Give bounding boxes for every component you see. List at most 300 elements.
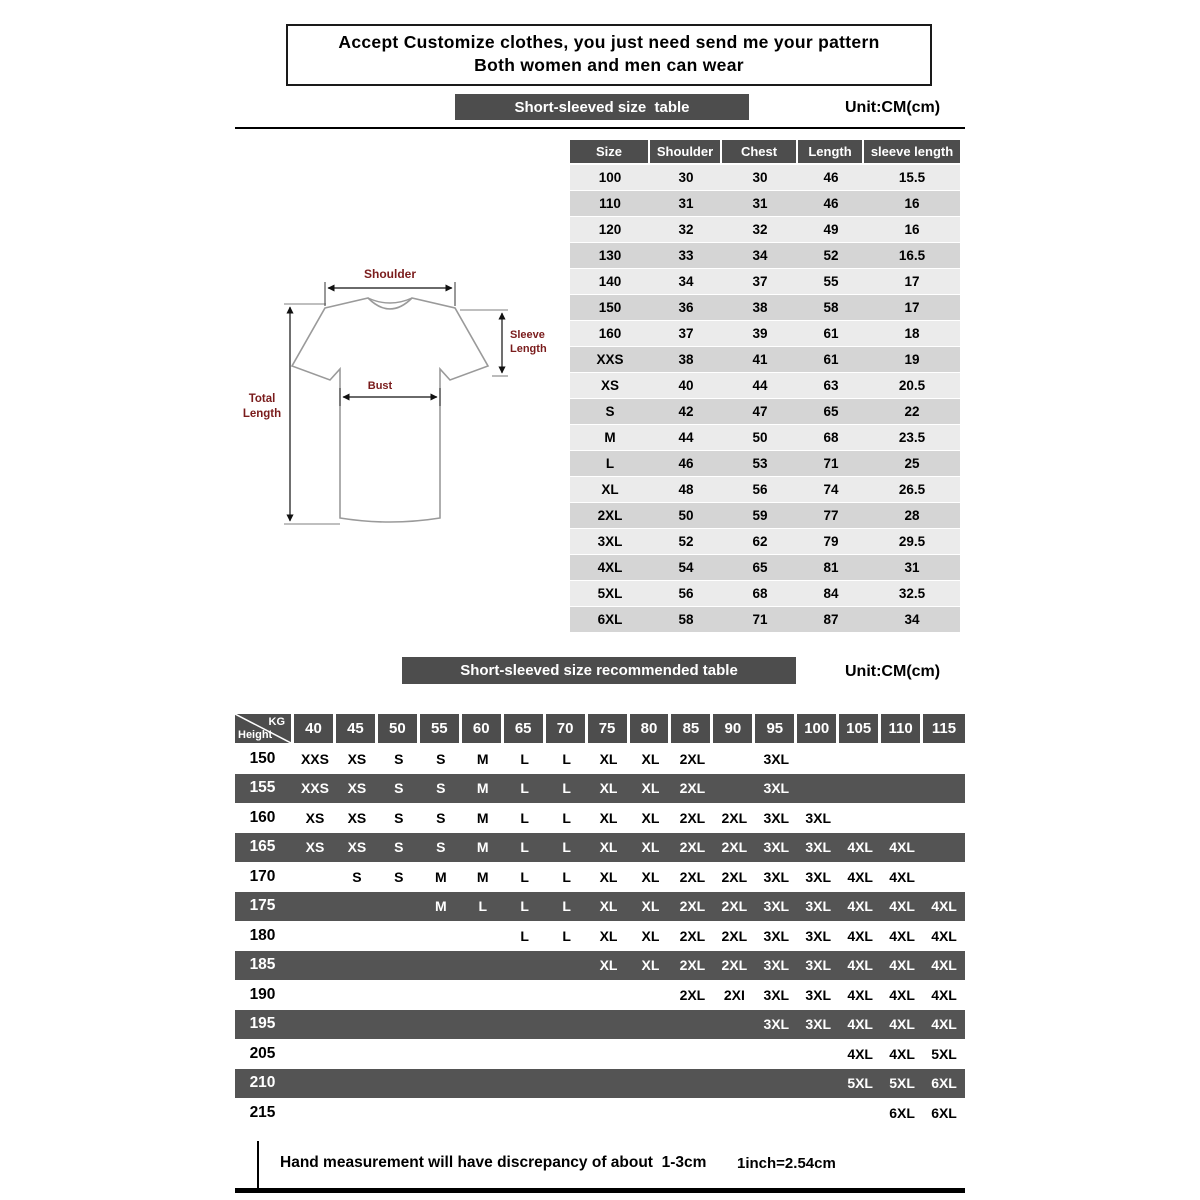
size-cell: S — [394, 809, 404, 826]
size-table-cell: 30 — [678, 170, 694, 185]
size-table-cell: 22 — [904, 404, 920, 419]
size-table-cell: 58 — [823, 300, 839, 315]
size-table-row — [570, 399, 960, 424]
size-table-cell: 32 — [678, 222, 694, 237]
size-cell: L — [520, 750, 529, 767]
size-cell: XS — [347, 750, 367, 767]
size-table-cell: 34 — [752, 248, 768, 263]
size-table-cell: 46 — [678, 456, 694, 471]
divider-line — [235, 127, 965, 129]
weight-header-cell: 95 — [755, 714, 794, 743]
size-cell: M — [434, 898, 447, 915]
size-table-cell: 50 — [678, 508, 694, 523]
size-table-cell: 84 — [823, 586, 839, 601]
weight-header-cell: 60 — [462, 714, 501, 743]
collar-line — [368, 298, 412, 303]
size-cell: XL — [599, 750, 618, 767]
size-table-cell: 17 — [904, 300, 920, 315]
size-cell: 4XL — [847, 927, 873, 944]
size-cell: L — [562, 868, 571, 885]
size-table-body — [570, 165, 960, 632]
size-table-header-cell: Size — [570, 140, 650, 163]
size-table-cell: 54 — [678, 560, 694, 575]
size-table — [570, 140, 960, 633]
size-table-row — [570, 321, 960, 346]
size-table-cell: 44 — [752, 378, 768, 393]
recommended-table-row — [235, 1039, 965, 1069]
size-cell: S — [436, 750, 446, 767]
size-table-cell: 46 — [823, 196, 839, 211]
banner — [286, 24, 932, 86]
size-cell: XS — [347, 839, 367, 856]
size-cell: L — [520, 898, 529, 915]
size-cell: 2XL — [679, 750, 706, 767]
size-cell: 2XI — [723, 986, 745, 1003]
size-cell: 5XL — [889, 1075, 915, 1092]
size-cell: 2XL — [679, 898, 706, 915]
size-cell: 2XL — [721, 957, 748, 974]
height-cell: 155 — [249, 779, 276, 797]
size-cell: 4XL — [889, 1045, 915, 1062]
size-cell: 4XL — [889, 1016, 915, 1033]
tshirt-measurement-diagram — [240, 266, 600, 566]
recommended-table-row — [235, 1010, 965, 1040]
height-cell: 185 — [249, 956, 276, 974]
size-cell: L — [520, 780, 529, 797]
size-cell: L — [562, 780, 571, 797]
size-cell: XL — [599, 927, 618, 944]
size-cell: 2XL — [679, 780, 706, 797]
size-cell: 2XL — [679, 986, 706, 1003]
size-cell: XS — [305, 839, 325, 856]
size-cell: L — [478, 898, 487, 915]
size-table-cell: 6XL — [597, 612, 623, 627]
size-cell: 2XL — [721, 898, 748, 915]
size-cell: XL — [641, 809, 660, 826]
size-table-cell: 47 — [752, 404, 768, 419]
weight-header-cell: 110 — [881, 714, 920, 743]
size-cell: 2XL — [721, 839, 748, 856]
size-cell: 4XL — [847, 1016, 873, 1033]
size-table-cell: 29.5 — [898, 534, 926, 549]
size-table-cell: 77 — [823, 508, 839, 523]
size-table-cell: 38 — [678, 352, 694, 367]
size-table-cell: 110 — [599, 196, 621, 211]
size-table-cell: 81 — [823, 560, 839, 575]
size-cell: 4XL — [847, 839, 873, 856]
recommended-table-row — [235, 744, 965, 774]
size-cell: 3XL — [805, 809, 832, 826]
size-cell: XL — [599, 809, 618, 826]
unit-label-1: Unit:CM(cm) — [845, 99, 941, 116]
size-cell: S — [394, 750, 404, 767]
size-table-header-cell: Length — [798, 140, 864, 163]
size-table-cell: 100 — [598, 170, 622, 185]
size-table-cell: 37 — [752, 274, 768, 289]
size-table-cell: 46 — [823, 170, 839, 185]
size-table-cell: 37 — [678, 326, 694, 341]
size-table-cell: 68 — [823, 430, 839, 445]
recommended-table-row — [235, 803, 965, 833]
size-table-cell: 48 — [678, 482, 694, 497]
size-cell: 3XL — [763, 750, 790, 767]
size-table-cell: 23.5 — [898, 430, 926, 445]
recommended-table-body — [235, 744, 965, 1128]
sleeve-length-label-line1: Sleeve — [510, 329, 545, 341]
size-table-header-cell: Shoulder — [650, 140, 722, 163]
size-cell: 4XL — [931, 1016, 957, 1033]
weight-header-cell: 80 — [630, 714, 669, 743]
size-cell: 3XL — [805, 898, 832, 915]
size-table-row — [570, 347, 960, 372]
recommended-table-row — [235, 862, 965, 892]
recommended-table-title-bar: Short-sleeved size recommended table — [402, 657, 796, 684]
size-cell: XL — [641, 868, 660, 885]
sleeve-length-label-line2: Length — [510, 343, 547, 355]
size-cell: M — [476, 868, 489, 885]
size-cell: 6XL — [889, 1104, 915, 1121]
size-cell: 4XL — [847, 868, 873, 885]
size-cell: 3XL — [763, 868, 790, 885]
size-cell: S — [394, 868, 404, 885]
bust-label: Bust — [367, 380, 393, 392]
weight-header-cell: 50 — [378, 714, 417, 743]
size-cell: XS — [347, 809, 367, 826]
size-cell: M — [476, 780, 489, 797]
size-cell: 3XL — [763, 1016, 790, 1033]
recommended-table-row — [235, 833, 965, 863]
size-cell: XL — [599, 839, 618, 856]
size-cell: L — [562, 809, 571, 826]
recommended-table-row — [235, 1069, 965, 1099]
size-table-row — [570, 607, 960, 632]
size-cell: S — [436, 809, 446, 826]
height-cell: 170 — [249, 867, 276, 885]
size-table-cell: 40 — [678, 378, 694, 393]
size-table-row — [570, 503, 960, 528]
size-cell: XL — [641, 957, 660, 974]
size-cell: XL — [641, 780, 660, 797]
height-cell: 190 — [249, 985, 276, 1003]
weight-header-cell: 85 — [671, 714, 710, 743]
size-cell: 3XL — [763, 986, 790, 1003]
size-table-cell: 130 — [598, 248, 622, 263]
size-cell: 2XL — [679, 809, 706, 826]
size-cell: XL — [599, 780, 618, 797]
size-table-cell: 2XL — [597, 508, 623, 523]
size-table-row — [570, 451, 960, 476]
height-cell: 150 — [249, 749, 276, 767]
size-cell: L — [520, 868, 529, 885]
size-table-cell: S — [605, 404, 615, 419]
height-cell: 205 — [249, 1044, 276, 1062]
size-table-row — [570, 217, 960, 242]
recommended-table-row — [235, 892, 965, 922]
size-cell: 3XL — [805, 927, 832, 944]
size-cell: 4XL — [931, 927, 957, 944]
weight-header-cell: 115 — [923, 714, 965, 743]
size-cell: 4XL — [889, 957, 915, 974]
size-table-cell: 79 — [823, 534, 839, 549]
size-table-cell: 30 — [752, 170, 768, 185]
recommended-table-row — [235, 774, 965, 804]
size-cell: 5XL — [931, 1045, 957, 1062]
size-cell: 3XL — [805, 986, 832, 1003]
size-cell: 4XL — [931, 986, 957, 1003]
size-table-cell: 3XL — [597, 534, 623, 549]
size-table-row — [570, 425, 960, 450]
size-table-row — [570, 243, 960, 268]
size-cell: 3XL — [805, 957, 832, 974]
size-cell: XS — [347, 780, 367, 797]
size-cell: 4XL — [889, 868, 915, 885]
size-table-header-cell: sleeve length — [864, 140, 960, 163]
height-cell: 195 — [249, 1015, 276, 1033]
size-table-cell: 50 — [752, 430, 768, 445]
height-cell: 165 — [249, 838, 276, 856]
size-table-row — [570, 191, 960, 216]
size-table-row — [570, 529, 960, 554]
recommended-table-row — [235, 951, 965, 981]
size-table-cell: 34 — [904, 612, 920, 627]
size-cell: XL — [599, 868, 618, 885]
size-cell: M — [476, 809, 489, 826]
size-table-cell: 39 — [752, 326, 768, 341]
size-table-cell: XL — [601, 482, 619, 497]
size-cell: S — [394, 780, 404, 797]
size-cell: S — [394, 839, 404, 856]
size-cell: M — [476, 750, 489, 767]
size-cell: 3XL — [805, 868, 832, 885]
size-table-row — [570, 165, 960, 190]
kg-label: KG — [268, 716, 285, 728]
size-table-header-cell: Chest — [722, 140, 798, 163]
size-table-cell: 25 — [904, 456, 920, 471]
size-table-cell: 42 — [678, 404, 694, 419]
size-table-cell: 52 — [823, 248, 839, 263]
size-table-cell: 38 — [752, 300, 768, 315]
weight-header-cell: 100 — [797, 714, 836, 743]
height-cell: 215 — [249, 1103, 276, 1121]
size-cell: 3XL — [763, 839, 790, 856]
size-table-cell: 53 — [752, 456, 768, 471]
size-cell: 3XL — [763, 809, 790, 826]
size-cell: 4XL — [847, 898, 873, 915]
size-cell: 3XL — [805, 1016, 832, 1033]
size-table-cell: 120 — [598, 222, 622, 237]
size-cell: XL — [599, 898, 618, 915]
weight-header-cell: 55 — [420, 714, 459, 743]
height-cell: 210 — [249, 1074, 276, 1092]
size-cell: S — [436, 780, 446, 797]
size-cell: 3XL — [763, 780, 790, 797]
size-table-cell: 32.5 — [898, 586, 926, 601]
size-table-cell: 74 — [823, 482, 839, 497]
total-length-label-line2: Length — [242, 408, 282, 420]
size-cell: 3XL — [805, 839, 832, 856]
size-table-title-bar: Short-sleeved size table — [455, 94, 749, 120]
weight-header-cell: 70 — [546, 714, 585, 743]
size-table-cell: 19 — [904, 352, 920, 367]
size-table-cell: 5XL — [597, 586, 623, 601]
size-cell: 2XL — [679, 868, 706, 885]
size-table-cell: 62 — [752, 534, 768, 549]
size-table-row — [570, 581, 960, 606]
size-cell: M — [476, 839, 489, 856]
size-table-cell: 16 — [904, 222, 920, 237]
size-cell: 4XL — [889, 986, 915, 1003]
recommended-table-row — [235, 980, 965, 1010]
size-cell: 2XL — [679, 839, 706, 856]
height-cell: 160 — [249, 808, 276, 826]
size-table-cell: 28 — [904, 508, 920, 523]
size-table-cell: 68 — [752, 586, 768, 601]
size-table-cell: 63 — [823, 378, 839, 393]
kg-height-corner — [235, 714, 291, 743]
size-table-cell: 26.5 — [898, 482, 926, 497]
size-table-cell: 61 — [823, 326, 839, 341]
size-table-cell: 71 — [752, 612, 768, 627]
size-table-cell: 55 — [823, 274, 839, 289]
size-table-cell: 59 — [752, 508, 768, 523]
height-cell: 180 — [249, 926, 276, 944]
size-cell: L — [562, 927, 571, 944]
size-cell: XL — [641, 750, 660, 767]
size-table-cell: 17 — [904, 274, 920, 289]
size-table-cell: 52 — [678, 534, 694, 549]
unit-label-2: Unit:CM(cm) — [845, 663, 941, 680]
size-table-cell: 56 — [752, 482, 768, 497]
recommended-size-table — [235, 714, 965, 1128]
recommended-table-row — [235, 1098, 965, 1128]
weight-header-cell: 75 — [588, 714, 627, 743]
size-table-cell: 18 — [904, 326, 920, 341]
size-table-cell: 31 — [678, 196, 694, 211]
size-table-cell: 65 — [752, 560, 768, 575]
size-table-row — [570, 373, 960, 398]
size-table-cell: L — [605, 456, 615, 471]
size-cell: XL — [599, 957, 618, 974]
size-table-cell: 87 — [823, 612, 839, 627]
size-cell: L — [520, 839, 529, 856]
size-cell: 3XL — [763, 898, 790, 915]
shoulder-label: Shoulder — [363, 267, 417, 281]
size-table-header — [570, 140, 960, 163]
size-cell: 2XL — [679, 957, 706, 974]
size-cell: 4XL — [847, 1045, 873, 1062]
size-table-cell: 33 — [678, 248, 694, 263]
bottom-border-line — [235, 1188, 965, 1193]
size-cell: S — [352, 868, 362, 885]
banner-line1: Accept Customize clothes, you just need send me your pattern — [338, 32, 880, 52]
recommended-table-row — [235, 921, 965, 951]
size-cell: L — [520, 809, 529, 826]
size-cell: 3XL — [763, 927, 790, 944]
size-cell: L — [562, 839, 571, 856]
weight-header-cell: 40 — [294, 714, 333, 743]
size-table-cell: 34 — [678, 274, 694, 289]
size-table-cell: 56 — [678, 586, 694, 601]
size-cell: S — [436, 839, 446, 856]
banner-line2: Both women and men can wear — [474, 55, 744, 75]
size-cell: 5XL — [847, 1075, 873, 1092]
size-table-cell: 32 — [752, 222, 768, 237]
size-cell: 2XL — [721, 809, 748, 826]
size-table-cell: 61 — [823, 352, 839, 367]
size-table-row — [570, 269, 960, 294]
height-cell: 175 — [249, 897, 276, 915]
size-cell: 6XL — [931, 1104, 957, 1121]
size-table-cell: 41 — [752, 352, 768, 367]
size-table-cell: 31 — [752, 196, 768, 211]
size-table-cell: M — [604, 430, 616, 445]
size-cell: 4XL — [889, 839, 915, 856]
size-cell: L — [520, 927, 529, 944]
size-table-cell: XS — [600, 378, 619, 393]
size-cell: XL — [641, 839, 660, 856]
measurement-note: Hand measurement will have discrepancy of about 1-3cm — [280, 1154, 707, 1171]
size-cell: 6XL — [931, 1075, 957, 1092]
size-table-cell: 36 — [678, 300, 694, 315]
size-table-cell: 160 — [598, 326, 622, 341]
size-table-cell: 58 — [678, 612, 694, 627]
weight-header-cell: 90 — [713, 714, 752, 743]
size-cell: L — [562, 750, 571, 767]
size-cell: 4XL — [931, 957, 957, 974]
size-table-row — [570, 477, 960, 502]
total-length-label-line1: Total — [248, 393, 276, 405]
tshirt-outline — [292, 298, 488, 522]
inch-conversion: 1inch=2.54cm — [737, 1155, 836, 1172]
size-table-cell: 65 — [823, 404, 839, 419]
size-cell: XL — [641, 927, 660, 944]
size-table-cell: 44 — [678, 430, 694, 445]
size-cell: 4XL — [847, 986, 873, 1003]
size-cell: 2XL — [721, 868, 748, 885]
size-table-cell: 15.5 — [898, 170, 926, 185]
size-table-cell: 49 — [823, 222, 839, 237]
size-cell: 3XL — [763, 957, 790, 974]
size-cell: 4XL — [847, 957, 873, 974]
footer-tick-line — [257, 1141, 259, 1188]
size-table-cell: 16.5 — [898, 248, 926, 263]
size-table-cell: 16 — [904, 196, 920, 211]
weight-header-cell: 105 — [839, 714, 878, 743]
size-cell: L — [562, 898, 571, 915]
size-table-cell: 31 — [904, 560, 920, 575]
size-table-cell: 150 — [598, 300, 622, 315]
recommended-table-header — [235, 714, 965, 743]
height-label: Height — [238, 729, 273, 741]
size-table-cell: XXS — [596, 352, 624, 367]
size-cell: XS — [305, 809, 325, 826]
size-cell: XXS — [300, 750, 329, 767]
size-cell: 2XL — [679, 927, 706, 944]
size-cell: 4XL — [931, 898, 957, 915]
size-table-cell: 20.5 — [898, 378, 926, 393]
size-table-row — [570, 295, 960, 320]
size-cell: 2XL — [721, 927, 748, 944]
size-cell: XXS — [300, 780, 329, 797]
size-table-cell: 4XL — [597, 560, 623, 575]
size-cell: XL — [641, 898, 660, 915]
size-cell: 4XL — [889, 898, 915, 915]
size-table-cell: 71 — [823, 456, 839, 471]
size-table-cell: 140 — [598, 274, 622, 289]
size-table-row — [570, 555, 960, 580]
size-cell: M — [434, 868, 447, 885]
weight-header-cell: 45 — [336, 714, 375, 743]
